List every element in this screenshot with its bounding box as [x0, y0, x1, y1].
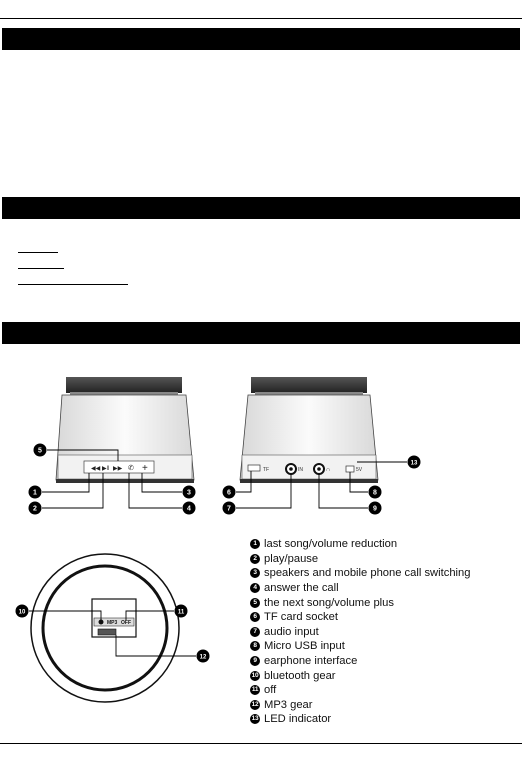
legend-number: 5 — [250, 598, 260, 608]
legend-number: 11 — [251, 686, 259, 694]
button-switch-label: + — [142, 463, 148, 474]
callout-10: 10 — [18, 609, 26, 616]
parts-legend — [250, 537, 470, 727]
callout-2: 2 — [33, 505, 37, 513]
legend-text: LED indicator — [264, 713, 332, 726]
switch-mp3-label: MP3 — [107, 620, 118, 626]
legend-item-7 — [250, 625, 470, 640]
legend-text: bluetooth gear — [264, 669, 336, 682]
legend-item-10 — [250, 668, 470, 683]
legend-item-13 — [250, 712, 470, 727]
callout-4: 4 — [187, 505, 191, 513]
in-label: IN — [298, 467, 303, 473]
callout-7: 7 — [227, 505, 231, 513]
legend-item-4 — [250, 581, 470, 596]
callout-8: 8 — [373, 489, 377, 497]
legend-text: the next song/volume plus — [264, 596, 394, 609]
mode-switch-slider — [98, 629, 116, 635]
button-call-label: ✆ — [128, 465, 134, 472]
micro-usb-port — [346, 466, 354, 472]
legend-number: 4 — [250, 583, 260, 593]
callout-13: 13 — [410, 460, 418, 467]
legend-number: 1 — [250, 539, 260, 549]
legend-number: 6 — [250, 612, 260, 622]
legend-number: 8 — [250, 641, 260, 651]
speaker-bottom-view — [31, 554, 179, 702]
legend-item-12 — [250, 698, 470, 713]
callout-5: 5 — [38, 447, 42, 455]
speaker-front-view — [56, 377, 194, 483]
legend-number: 3 — [250, 568, 260, 578]
legend-number: 13 — [251, 715, 259, 723]
tf-card-slot — [248, 465, 260, 471]
callout-6: 6 — [227, 489, 231, 497]
legend-text: off — [264, 684, 277, 697]
legend-item-11 — [250, 683, 470, 698]
legend-text: TF card socket — [264, 611, 338, 624]
legend-text: Micro USB input — [264, 640, 345, 653]
legend-text: MP3 gear — [264, 698, 313, 711]
legend-item-8 — [250, 639, 470, 654]
legend-number: 10 — [251, 671, 259, 679]
legend-text: last song/volume reduction — [264, 538, 398, 551]
legend-item-5 — [250, 595, 470, 610]
legend-text: audio input — [264, 625, 319, 638]
legend-number: 9 — [250, 656, 260, 666]
earphone-label: ∩ — [326, 467, 331, 473]
legend-number: 2 — [250, 554, 260, 564]
callout-12: 12 — [199, 654, 207, 661]
bluetooth-gear-icon — [99, 620, 104, 625]
button-play-label: ▶‖ — [102, 466, 110, 472]
switch-off-label: OFF — [121, 620, 131, 626]
legend-number: 12 — [251, 700, 259, 708]
button-prev-label: ◀◀ — [91, 466, 101, 472]
legend-text: speakers and mobile phone call switching — [264, 567, 471, 580]
legend-text: answer the call — [264, 582, 339, 595]
legend-text: earphone interface — [264, 655, 358, 668]
legend-item-1 — [250, 537, 470, 552]
button-next-label: ▶▶ — [113, 466, 123, 472]
callout-1: 1 — [33, 489, 37, 497]
legend-text: play/pause — [264, 552, 319, 565]
legend-item-9 — [250, 654, 470, 669]
callout-3: 3 — [187, 489, 191, 497]
legend-item-6 — [250, 610, 470, 625]
legend-number: 7 — [250, 627, 260, 637]
tf-label: TF — [263, 467, 270, 473]
legend-item-3 — [250, 566, 470, 581]
usb-label: 5V — [356, 467, 363, 473]
speaker-rear-view — [240, 377, 378, 483]
callout-9: 9 — [373, 505, 377, 513]
legend-item-2 — [250, 552, 470, 567]
callout-11: 11 — [177, 609, 185, 616]
